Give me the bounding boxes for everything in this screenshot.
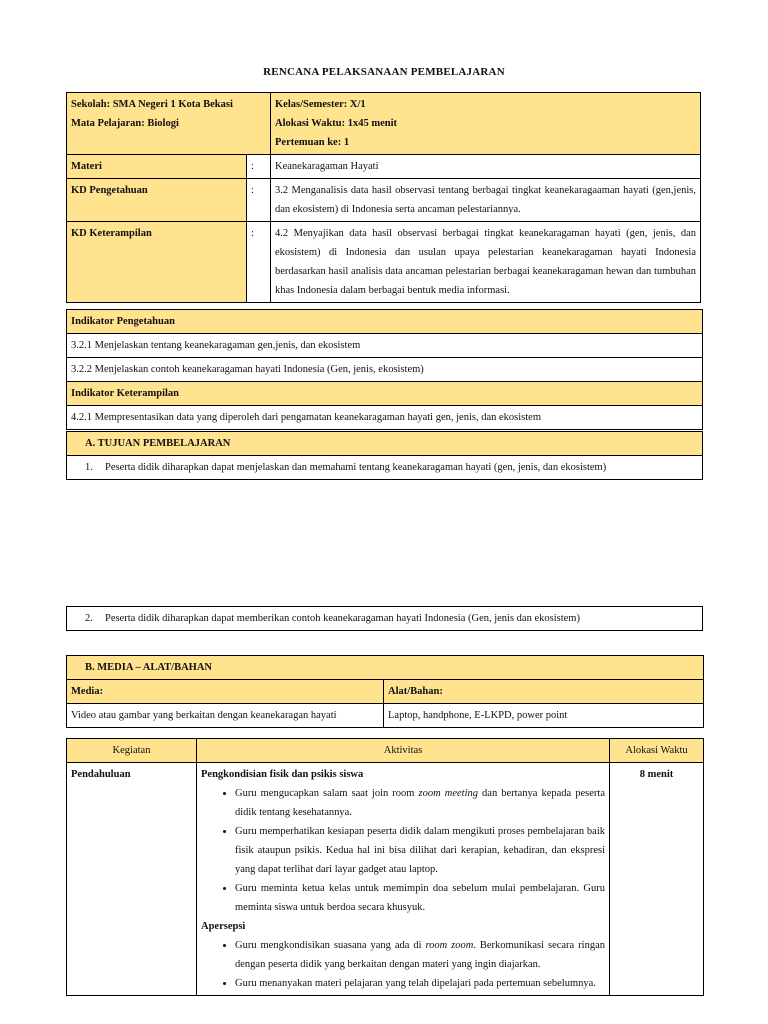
- tujuan-table-continued: [66, 606, 703, 631]
- pengkondisian-heading: Pengkondisian fisik dan psikis siswa: [201, 769, 364, 780]
- media-table: [66, 655, 704, 728]
- meeting-number: Pertemuan ke: 1: [275, 137, 350, 148]
- materi-value: Keanekaragaman Hayati: [271, 155, 701, 179]
- indikator-keterampilan-header: Indikator Keterampilan: [67, 382, 703, 406]
- pengkondisian-list: [201, 784, 605, 917]
- pendahuluan-activities: [197, 763, 610, 996]
- tujuan-item-1: [67, 456, 703, 480]
- apersepsi-list: [201, 936, 605, 993]
- col-alokasi-header: Alokasi Waktu: [610, 739, 704, 763]
- apersepsi-heading: Apersepsi: [201, 921, 246, 932]
- tujuan-item-2-text: Peserta didik diharapkan dapat memberikan contoh keanekaragaman hayati Indonesia (Gen, jenis dan ekosistem): [105, 613, 580, 624]
- kd-keterampilan-label: KD Keterampilan: [67, 222, 247, 303]
- materi-label: Materi: [67, 155, 247, 179]
- activity-bullet: • Guru meminta ketua kelas untuk memimpin doa sebelum mulai pembelajaran. Guru meminta siswa untuk berdoa secara khusyuk.: [235, 879, 605, 917]
- indikator-keterampilan-1: 4.2.1 Mempresentasikan data yang diperoleh dari pengamatan keanekaragaman hayati gen, jenis, dan ekosistem: [67, 406, 703, 430]
- kd-pengetahuan-colon: :: [247, 179, 271, 222]
- media-value: Video atau gambar yang berkaitan dengan keanekaragan hayati: [67, 704, 384, 728]
- kd-pengetahuan-value: 3.2 Menganalisis data hasil observasi tentang berbagai tingkat keanekaragaaman hayati (gen,jenis, dan ekosistem) di Indonesia serta ancaman pelestariannya.: [271, 179, 701, 222]
- activity-bullet: • Guru mengucapkan salam saat join room zoom meeting dan bertanya kepada peserta didik tentang kesehatannya.: [235, 784, 605, 822]
- kd-keterampilan-value: 4.2 Menyajikan data hasil observasi berbagai tingkat keanekaragaman hayati (gen, jenis, dan ekosistem) di Indonesia dan usulan upaya pelestarian keanekaragaman hayati Indonesia berdasarkan hasil analisis data ancaman pelestarian berbagai keanekaragaman hewan dan tumbuhan khas Indonesia dalam berbagai bentuk media informasi.: [271, 222, 701, 303]
- indikator-pengetahuan-2: 3.2.2 Menjelaskan contoh keanekaragaman hayati Indonesia (Gen, jenis, ekosistem): [67, 358, 703, 382]
- tujuan-item-1-text: Peserta didik diharapkan dapat menjelaskan dan memahami tentang keanekaragaman hayati (gen, jenis, dan ekosistem): [105, 462, 607, 473]
- identity-table: [66, 92, 701, 303]
- indikator-pengetahuan-header: Indikator Pengetahuan: [67, 310, 703, 334]
- activity-bullet: • Guru menanyakan materi pelajaran yang telah dipelajari pada pertemuan sebelumnya.: [235, 974, 605, 993]
- tujuan-item-2-number: 2.: [85, 613, 93, 624]
- class-info-cell: [271, 93, 701, 155]
- subject-name: Mata Pelajaran: Biologi: [71, 118, 179, 129]
- tujuan-item-1-number: 1.: [85, 462, 93, 473]
- tujuan-header: A. TUJUAN PEMBELAJARAN: [67, 432, 703, 456]
- pendahuluan-label: Pendahuluan: [67, 763, 197, 996]
- indikator-pengetahuan-1: 3.2.1 Menjelaskan tentang keanekaragaman gen,jenis, dan ekosistem: [67, 334, 703, 358]
- time-allocation: Alokasi Waktu: 1x45 menit: [275, 118, 398, 129]
- materi-colon: :: [247, 155, 271, 179]
- col-aktivitas-header: Aktivitas: [197, 739, 610, 763]
- activity-bullet: • Guru memperhatikan kesiapan peserta didik dalam mengikuti proses pembelajaran baik fisik ataupun psikis. Kedua hal ini bisa dilihat dari kerapian, kehadiran, dan ekspresi yang dapat terlihat dari layar gadget atau laptop.: [235, 822, 605, 879]
- document-title: RENCANA PELAKSANAAN PEMBELAJARAN: [263, 66, 505, 78]
- tujuan-table: [66, 431, 703, 480]
- indikator-table: [66, 309, 703, 430]
- kegiatan-table: [66, 738, 704, 996]
- school-name: Sekolah: SMA Negeri 1 Kota Bekasi: [71, 99, 233, 110]
- pendahuluan-alokasi: 8 menit: [610, 763, 704, 996]
- col-kegiatan-header: Kegiatan: [67, 739, 197, 763]
- school-info-cell: [67, 93, 271, 155]
- kd-pengetahuan-label: KD Pengetahuan: [67, 179, 247, 222]
- media-header: B. MEDIA – ALAT/BAHAN: [67, 656, 704, 680]
- media-label: Media:: [67, 680, 384, 704]
- alat-bahan-value: Laptop, handphone, E-LKPD, power point: [384, 704, 704, 728]
- alat-bahan-label: Alat/Bahan:: [384, 680, 704, 704]
- activity-bullet: • Guru mengkondisikan suasana yang ada di room zoom. Berkomunikasi secara ringan dengan peserta didik yang berkaitan dengan materi yang ingin diajarkan.: [235, 936, 605, 974]
- kd-keterampilan-colon: :: [247, 222, 271, 303]
- class-semester: Kelas/Semester: X/1: [275, 99, 366, 110]
- tujuan-item-2: [67, 607, 703, 631]
